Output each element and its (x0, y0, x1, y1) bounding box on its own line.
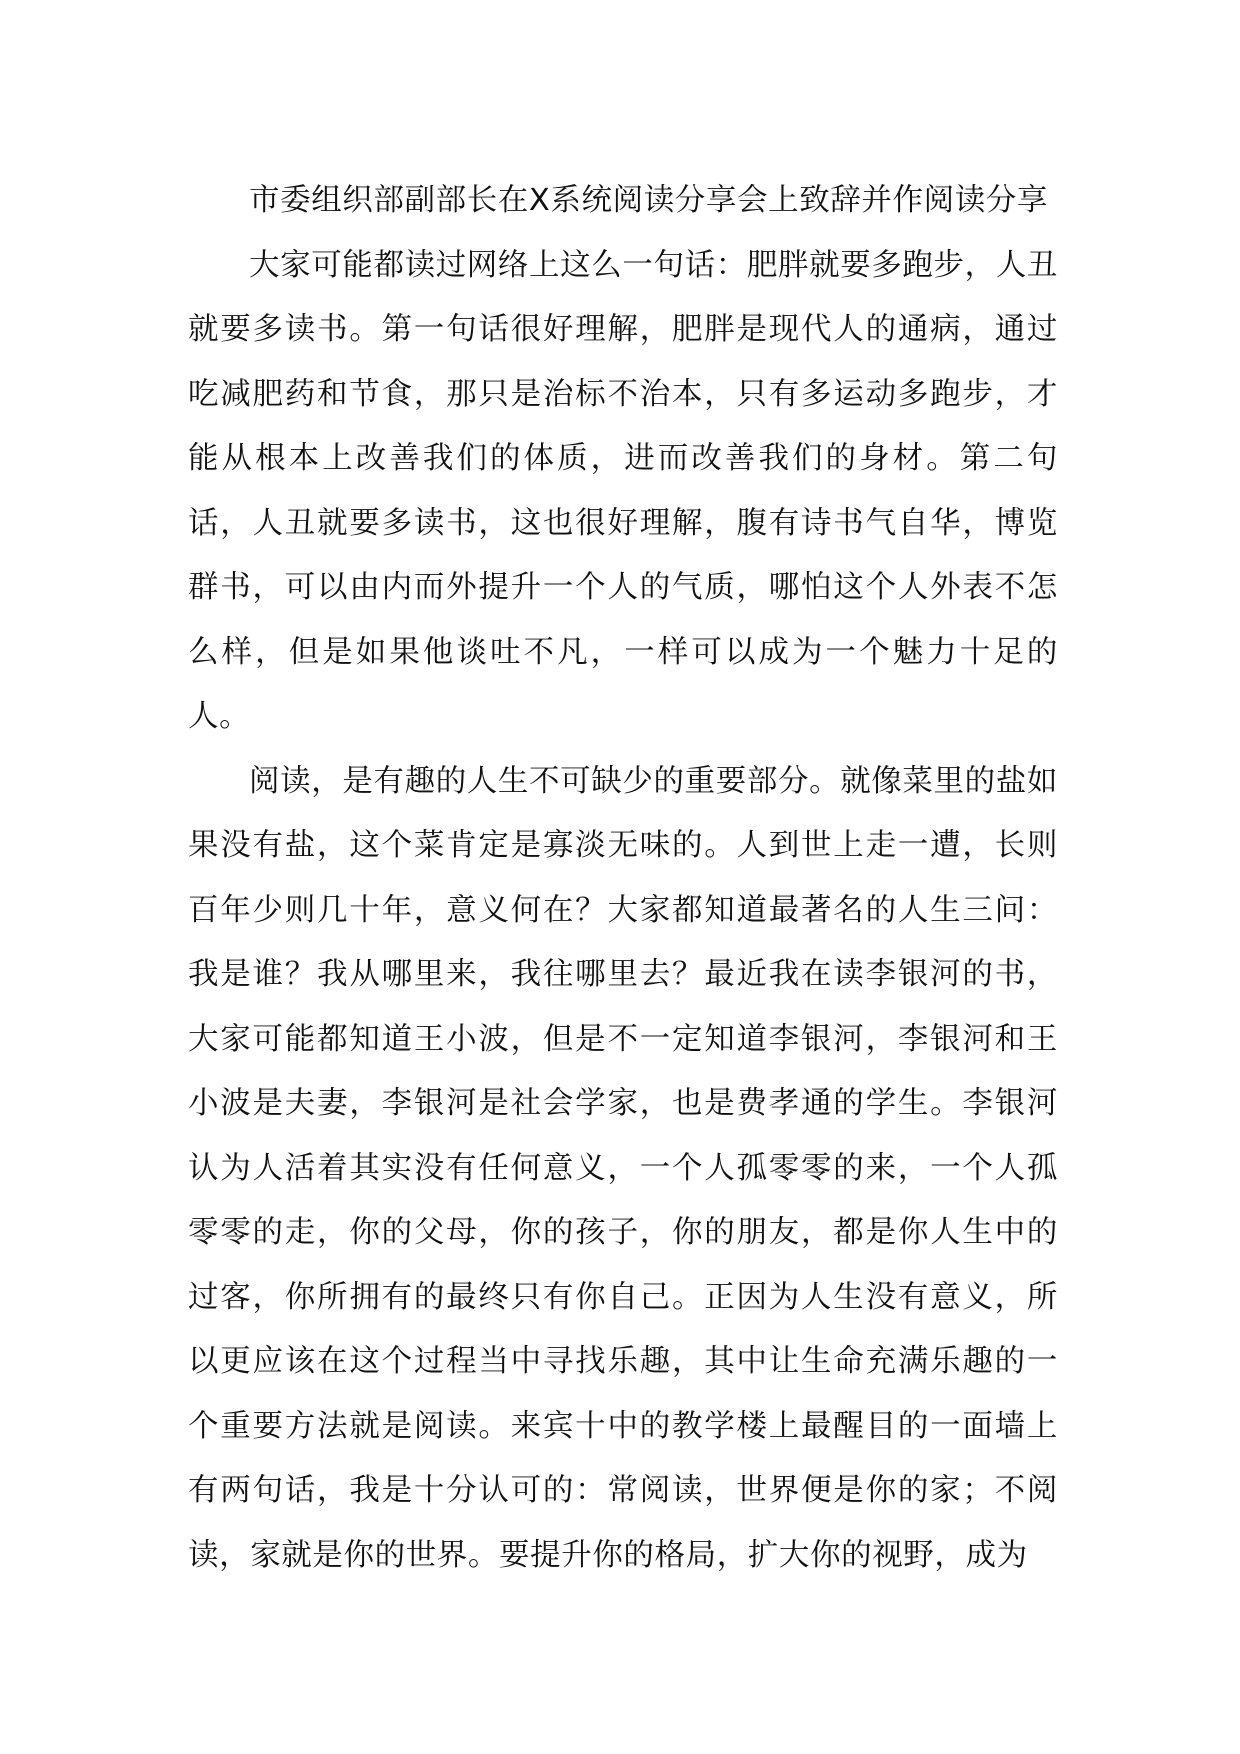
document-title: 市委组织部副部长在X系统阅读分享会上致辞并作阅读分享 (249, 183, 1048, 218)
paragraph-2: 阅读，是有趣的人生不可缺少的重要部分。就像菜里的盐如果没有盐，这个菜肯定是寡淡无味的。人到世上走一遭，长则百年少则几十年，意义何在？大家都知道最著名的人生三问：我是谁？我从哪里来，我往哪里去？最近我在读李银河的书，大家可能都知道王小波，但是不一定知道李银河，李银河和王小波是夫妻，李银河是社会学家，也是费孝通的学生。李银河认为人活着其实没有任何意义，一个人孤零零的来，一个人孤零零的走，你的父母，你的孩子，你的朋友，都是你人生中的过客，你所拥有的最终只有你自己。正因为人生没有意义，所以更应该在这个过程当中寻找乐趣，其中让生命充满乐趣的一个重要方法就是阅读。来宾十中的教学楼上最醒目的一面墙上有两句话，我是十分认可的：常阅读，世界便是你的家；不阅读，家就是你的世界。要提升你的格局，扩大你的视野，成为 (188, 763, 1058, 1573)
paragraph-1: 大家可能都读过网络上这么一句话：肥胖就要多跑步，人丑就要多读书。第一句话很好理解，肥胖是现代人的通病，通过吃减肥药和节食，那只是治标不治本，只有多运动多跑步，才能从根本上改善我们的体质，进而改善我们的身材。第二句话，人丑就要多读书，这也很好理解，腹有诗书气自华，博览群书，可以由内而外提升一个人的气质，哪怕这个人外表不怎么样，但是如果他谈吐不凡，一样可以成为一个魅力十足的人。 (188, 247, 1058, 734)
document-body (188, 169, 1058, 1588)
